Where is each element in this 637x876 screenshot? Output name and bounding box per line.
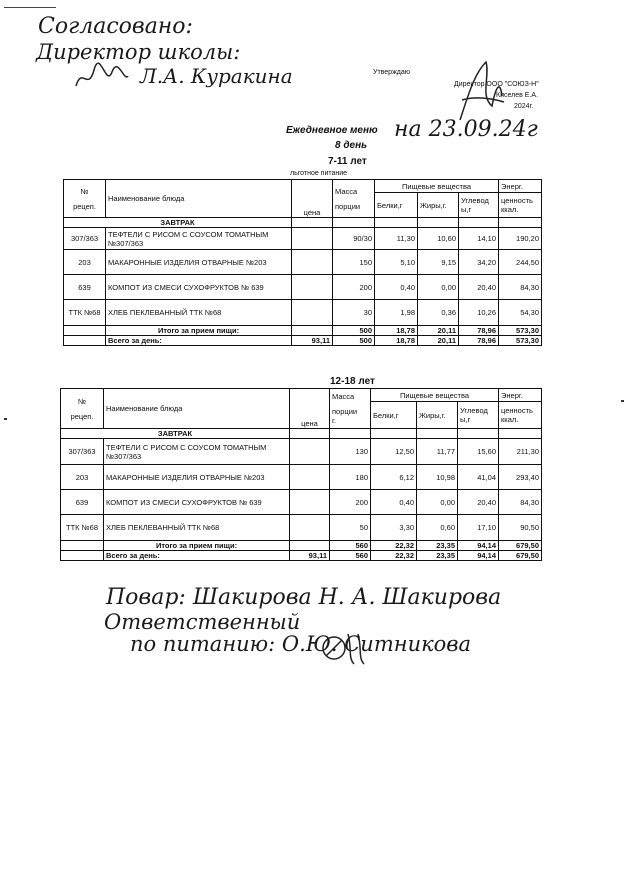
row-carb: 20,40: [458, 490, 499, 515]
scan-dot: [4, 418, 7, 420]
subtotal-price: [292, 326, 333, 336]
col-nutrients-header: Пищевые вещества: [375, 180, 499, 193]
total-carb: 94,14: [458, 551, 499, 561]
total-fat: 23,35: [417, 551, 458, 561]
row-carb: 15,60: [458, 439, 499, 465]
table-row: [64, 275, 542, 300]
row-fat: 0,60: [417, 515, 458, 541]
row-dish: МАКАРОННЫЕ ИЗДЕЛИЯ ОТВАРНЫЕ №203: [106, 250, 292, 275]
subtotal-protein: 18,78: [375, 326, 418, 336]
row-price: [290, 465, 330, 490]
row-energy: 190,20: [499, 228, 542, 250]
section-breakfast: ЗАВТРАК: [61, 429, 290, 439]
subtotal-carb: 94,14: [458, 541, 499, 551]
responsible-signature-icon: [318, 628, 378, 668]
row-price: [292, 300, 333, 326]
row-price: [292, 275, 333, 300]
row-carb: 14,10: [459, 228, 499, 250]
mass-label-2: порции: [332, 407, 358, 416]
row-mass: 130: [330, 439, 371, 465]
approval-line-3: Л.А. Куракина: [140, 64, 293, 88]
row-carb: 17,10: [458, 515, 499, 541]
row-price: [290, 515, 330, 541]
row-mass: 200: [333, 275, 375, 300]
row-recipe: 307/363: [61, 439, 104, 465]
total-energy: 573,30: [499, 336, 542, 346]
row-mass: 150: [333, 250, 375, 275]
menu-day: 8 день: [335, 140, 368, 151]
row-energy: 84,30: [499, 275, 542, 300]
col-mass-header: [330, 389, 371, 429]
row-protein: 12,50: [371, 439, 417, 465]
mass-label-1: Масса: [332, 392, 355, 401]
row-protein: 0,40: [371, 490, 417, 515]
row-mass: 90/30: [333, 228, 375, 250]
table-row: [61, 515, 542, 541]
col-nutrients-header: Пищевые вещества: [371, 389, 499, 402]
row-recipe: ТТК №68: [61, 515, 104, 541]
total-label: Всего за день:: [106, 336, 292, 346]
row-protein: 6,12: [371, 465, 417, 490]
row-fat: 0,00: [418, 275, 459, 300]
row-protein: 5,10: [375, 250, 418, 275]
row-energy: 293,40: [499, 465, 542, 490]
row-dish: МАКАРОННЫЕ ИЗДЕЛИЯ ОТВАРНЫЕ №203: [104, 465, 290, 490]
row-dish: ТЕФТЕЛИ С РИСОМ С СОУСОМ ТОМАТНЫМ №307/363: [104, 439, 290, 465]
carb-label-1: Углевод: [461, 196, 489, 205]
total-fat: 20,11: [418, 336, 459, 346]
row-dish: ТЕФТЕЛИ С РИСОМ С СОУСОМ ТОМАТНЫМ №307/363: [106, 228, 292, 250]
total-price: 93,11: [290, 551, 330, 561]
recipe-label: рецеп.: [73, 201, 96, 211]
row-carb: 34,20: [459, 250, 499, 275]
row-recipe: 203: [64, 250, 106, 275]
carb-label-2: ы,г: [461, 205, 472, 214]
total-price: 93,11: [292, 336, 333, 346]
subtotal-fat: 23,35: [417, 541, 458, 551]
row-mass: 30: [333, 300, 375, 326]
row-mass: 180: [330, 465, 371, 490]
subtotal-row: [61, 541, 542, 551]
total-protein: 18,78: [375, 336, 418, 346]
col-carb-header: [459, 193, 499, 218]
row-dish: ХЛЕБ ПЕКЛЕВАННЫЙ ТТК №68: [104, 515, 290, 541]
row-energy: 84,30: [499, 490, 542, 515]
row-carb: 20,40: [459, 275, 499, 300]
col-mass-header: [333, 180, 375, 218]
menu-table-12-18: [60, 388, 542, 561]
approve-director: Директор ООО "СОЮЗ-Н": [454, 81, 539, 88]
subtotal-energy: 573,30: [499, 326, 542, 336]
row-energy: 211,30: [499, 439, 542, 465]
scan-mark: [4, 7, 56, 8]
benefit-label: льготное питание: [290, 170, 348, 177]
row-fat: 10,60: [418, 228, 459, 250]
table-row: [61, 439, 542, 465]
subtotal-mass: 560: [330, 541, 371, 551]
col-carb-header: [458, 402, 499, 429]
subtotal-mass: 500: [333, 326, 375, 336]
mass-label-2: порции: [335, 201, 361, 211]
director-signature-icon: [72, 62, 132, 92]
col-recipe-header: [64, 180, 106, 218]
row-protein: 0,40: [375, 275, 418, 300]
col-energy-header-1: Энерг.: [499, 389, 542, 402]
row-price: [292, 250, 333, 275]
carb-label-2: ы,г: [460, 415, 471, 424]
col-fat-header: Жиры,г.: [417, 402, 458, 429]
row-dish: КОМПОТ ИЗ СМЕСИ СУХОФРУКТОВ № 639: [104, 490, 290, 515]
row-recipe: ТТК №68: [64, 300, 106, 326]
subtotal-label: Итого за прием пищи:: [104, 541, 290, 551]
total-label: Всего за день:: [104, 551, 290, 561]
age-group-1: 7-11 лет: [328, 156, 367, 167]
approve-signature-icon: [440, 56, 510, 126]
mass-label-1: Масса: [335, 186, 358, 196]
row-recipe: 639: [61, 490, 104, 515]
approve-label: Утверждаю: [373, 69, 410, 76]
recipe-no-label: №: [77, 396, 87, 406]
row-recipe: 307/363: [64, 228, 106, 250]
total-energy: 679,50: [499, 551, 542, 561]
scan-dot: [621, 400, 624, 402]
approval-line-1: Согласовано:: [38, 14, 193, 39]
row-recipe: 203: [61, 465, 104, 490]
row-price: [290, 439, 330, 465]
subtotal-carb: 78,96: [459, 326, 499, 336]
table-row: [61, 465, 542, 490]
row-protein: 1,98: [375, 300, 418, 326]
section-breakfast: ЗАВТРАК: [64, 218, 292, 228]
total-protein: 22,32: [371, 551, 417, 561]
col-recipe-header: [61, 389, 104, 429]
total-row: [61, 551, 542, 561]
recipe-label: рецеп.: [70, 411, 94, 421]
approval-line-2: Директор школы:: [36, 40, 241, 64]
total-carb: 78,96: [459, 336, 499, 346]
carb-label-1: Углевод: [460, 406, 488, 415]
age-group-2: 12-18 лет: [330, 376, 375, 387]
row-protein: 3,30: [371, 515, 417, 541]
col-energy-header-2: ценность ккал.: [499, 193, 542, 218]
subtotal-fat: 20,11: [418, 326, 459, 336]
row-price: [292, 228, 333, 250]
row-fat: 0,00: [417, 490, 458, 515]
row-energy: 244,50: [499, 250, 542, 275]
col-fat-header: Жиры,г.: [418, 193, 459, 218]
row-fat: 11,77: [417, 439, 458, 465]
subtotal-protein: 22,32: [371, 541, 417, 551]
table-row: [61, 490, 542, 515]
col-price-header: цена: [292, 180, 333, 218]
responsible-line-2: по питанию: О.Ю. Ситникова: [130, 632, 472, 656]
row-fat: 10,98: [417, 465, 458, 490]
row-energy: 90,50: [499, 515, 542, 541]
row-mass: 50: [330, 515, 371, 541]
subtotal-energy: 679,50: [499, 541, 542, 551]
total-row: [64, 336, 542, 346]
table-row: [64, 228, 542, 250]
row-carb: 10,26: [459, 300, 499, 326]
menu-title: Ежедневное меню: [286, 125, 378, 136]
col-dish-header: Наименование блюда: [104, 389, 290, 429]
col-price-header: цена: [290, 389, 330, 429]
row-carb: 41,04: [458, 465, 499, 490]
approve-name: Киселев Е.А.: [496, 92, 539, 99]
row-fat: 0,36: [418, 300, 459, 326]
table-row: [64, 300, 542, 326]
cook-signature: Повар: Шакирова Н. А. Шакирова: [106, 585, 502, 610]
row-energy: 54,30: [499, 300, 542, 326]
row-price: [290, 490, 330, 515]
row-mass: 200: [330, 490, 371, 515]
row-fat: 9,15: [418, 250, 459, 275]
subtotal-price: [290, 541, 330, 551]
menu-date: на 23.09.24г: [394, 117, 538, 142]
recipe-no-label: №: [80, 186, 89, 196]
col-energy-header-1: Энерг.: [499, 180, 542, 193]
menu-table-7-11: [63, 179, 542, 346]
col-protein-header: Белки,г: [375, 193, 418, 218]
total-mass: 560: [330, 551, 371, 561]
row-protein: 11,30: [375, 228, 418, 250]
subtotal-row: [64, 326, 542, 336]
responsible-line-1: Ответственный: [104, 610, 301, 634]
col-dish-header: Наименование блюда: [106, 180, 292, 218]
row-dish: ХЛЕБ ПЕКЛЕВАННЫЙ ТТК №68: [106, 300, 292, 326]
approve-year: 2024г.: [514, 103, 534, 110]
row-recipe: 639: [64, 275, 106, 300]
subtotal-label: Итого за прием пищи:: [106, 326, 292, 336]
total-mass: 500: [333, 336, 375, 346]
table-row: [64, 250, 542, 275]
mass-label-3: г.: [332, 416, 336, 425]
row-dish: КОМПОТ ИЗ СМЕСИ СУХОФРУКТОВ № 639: [106, 275, 292, 300]
col-protein-header: Белки,г: [371, 402, 417, 429]
col-energy-header-2: ценность ккал.: [499, 402, 542, 429]
